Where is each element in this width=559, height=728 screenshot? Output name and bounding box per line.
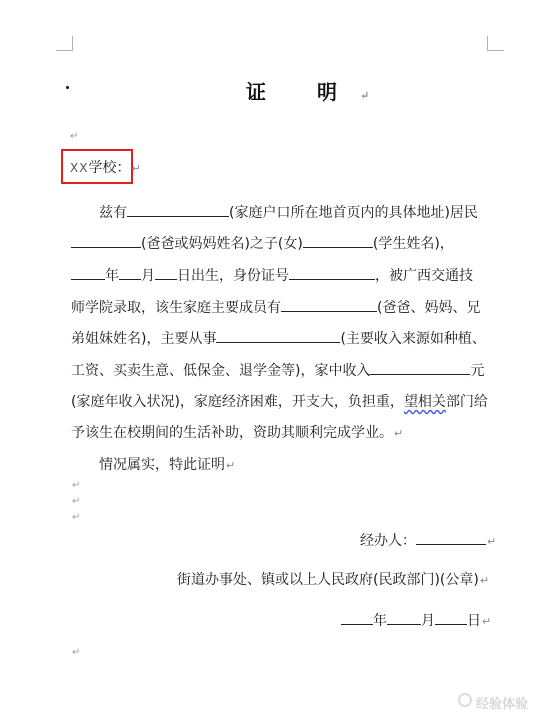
- blank-parent-name[interactable]: [71, 233, 141, 248]
- salutation-xx: XX: [70, 161, 89, 175]
- body-line-1[interactable]: [99, 202, 478, 223]
- signature-line-authority[interactable]: [177, 570, 489, 591]
- paragraph-mark-icon: ↵: [479, 574, 490, 587]
- paragraph-mark-icon: ↵: [487, 535, 497, 548]
- body-line-7[interactable]: [71, 392, 488, 412]
- crop-mark-top-left: [56, 36, 73, 51]
- paragraph-mark-icon: ↵: [72, 512, 81, 523]
- blank-date-month[interactable]: [387, 610, 421, 625]
- paragraph-mark-icon: ↵: [72, 647, 81, 658]
- blank-year[interactable]: [71, 265, 105, 280]
- body-line-2[interactable]: [71, 233, 454, 254]
- text-span: 年: [105, 268, 119, 284]
- paragraph-mark-icon: ↵: [359, 89, 370, 102]
- blank-address[interactable]: [127, 202, 229, 217]
- text-span: 元: [470, 363, 485, 379]
- paragraph-mark-icon: ↵: [72, 480, 81, 491]
- text-span: 予该生在校期间的生活补助，资助其顺利完成学业。: [71, 425, 393, 441]
- salutation-text: 学校：: [88, 160, 131, 176]
- crop-mark-top-right: [487, 36, 504, 51]
- text-span: 月: [421, 613, 435, 629]
- document-title[interactable]: [246, 76, 369, 105]
- text-span: 部门给: [445, 394, 488, 410]
- signature-line-handler[interactable]: [360, 530, 496, 552]
- watermark-logo-icon: [458, 693, 472, 707]
- blank-family-members[interactable]: [281, 297, 377, 312]
- blank-date-day[interactable]: [435, 610, 467, 625]
- text-span: 日: [467, 613, 481, 629]
- date-line[interactable]: [341, 610, 491, 632]
- blank-income[interactable]: [370, 360, 470, 375]
- text-span: 经办人：: [360, 533, 416, 549]
- text-span: (爸爸或妈妈姓名)之子(女): [141, 236, 303, 252]
- text-span: 日出生，身份证号: [177, 268, 289, 284]
- text-span: (家庭年收入状况)，家庭经济困难，开支大，负担重，: [71, 394, 404, 410]
- text-span: (学生姓名)，: [372, 236, 454, 252]
- text-span: 情况属实，特此证明: [99, 457, 225, 473]
- text-span: 月: [141, 268, 155, 284]
- blank-date-year[interactable]: [341, 610, 373, 625]
- text-span: ，被广西交通技: [375, 268, 473, 284]
- blank-handler[interactable]: [416, 530, 486, 545]
- text-span: 工资、买卖生意、低保金、退学金等)，家中收入: [71, 363, 371, 379]
- paragraph-mark-icon: ↵: [131, 162, 141, 175]
- spellcheck-text: 望相关: [403, 394, 446, 410]
- paragraph-mark-icon: ↵: [70, 131, 79, 142]
- paragraph-mark-icon: ↵: [394, 427, 404, 440]
- paragraph-mark-icon: ↵: [482, 615, 492, 628]
- body-line-6[interactable]: [71, 360, 484, 381]
- body-line-3[interactable]: [71, 265, 473, 286]
- blank-occupation[interactable]: [216, 328, 340, 343]
- blank-month[interactable]: [119, 265, 141, 280]
- paragraph-mark-icon: ↵: [226, 459, 236, 472]
- body-line-5[interactable]: [71, 328, 486, 349]
- watermark-text: 经验体验: [476, 697, 529, 712]
- text-span: (家庭户口所在地首页内的具体地址)居民: [229, 205, 478, 221]
- blank-student-name[interactable]: [303, 233, 373, 248]
- paragraph-mark-icon: ↵: [72, 496, 81, 507]
- salutation-line[interactable]: [70, 158, 141, 179]
- blank-id-number[interactable]: [289, 265, 375, 280]
- bullet-dot: [66, 86, 69, 89]
- text-span: 街道办事处、镇或以上人民政府(民政部门)(公章): [177, 572, 479, 588]
- text-span: (爸爸、妈妈、兄: [377, 300, 481, 316]
- blank-day[interactable]: [155, 265, 177, 280]
- text-span: 兹有: [99, 205, 127, 221]
- text-span: 师学院录取，该生家庭主要成员有: [71, 300, 281, 316]
- text-span: 弟姐妹姓名)，主要从事: [71, 331, 217, 347]
- body-line-9[interactable]: [99, 455, 235, 476]
- title-text: 证 明: [246, 80, 359, 104]
- body-line-4[interactable]: [71, 297, 480, 318]
- text-span: 年: [373, 613, 387, 629]
- body-line-8[interactable]: [71, 423, 403, 444]
- text-span: (主要收入来源如种植、: [340, 331, 486, 347]
